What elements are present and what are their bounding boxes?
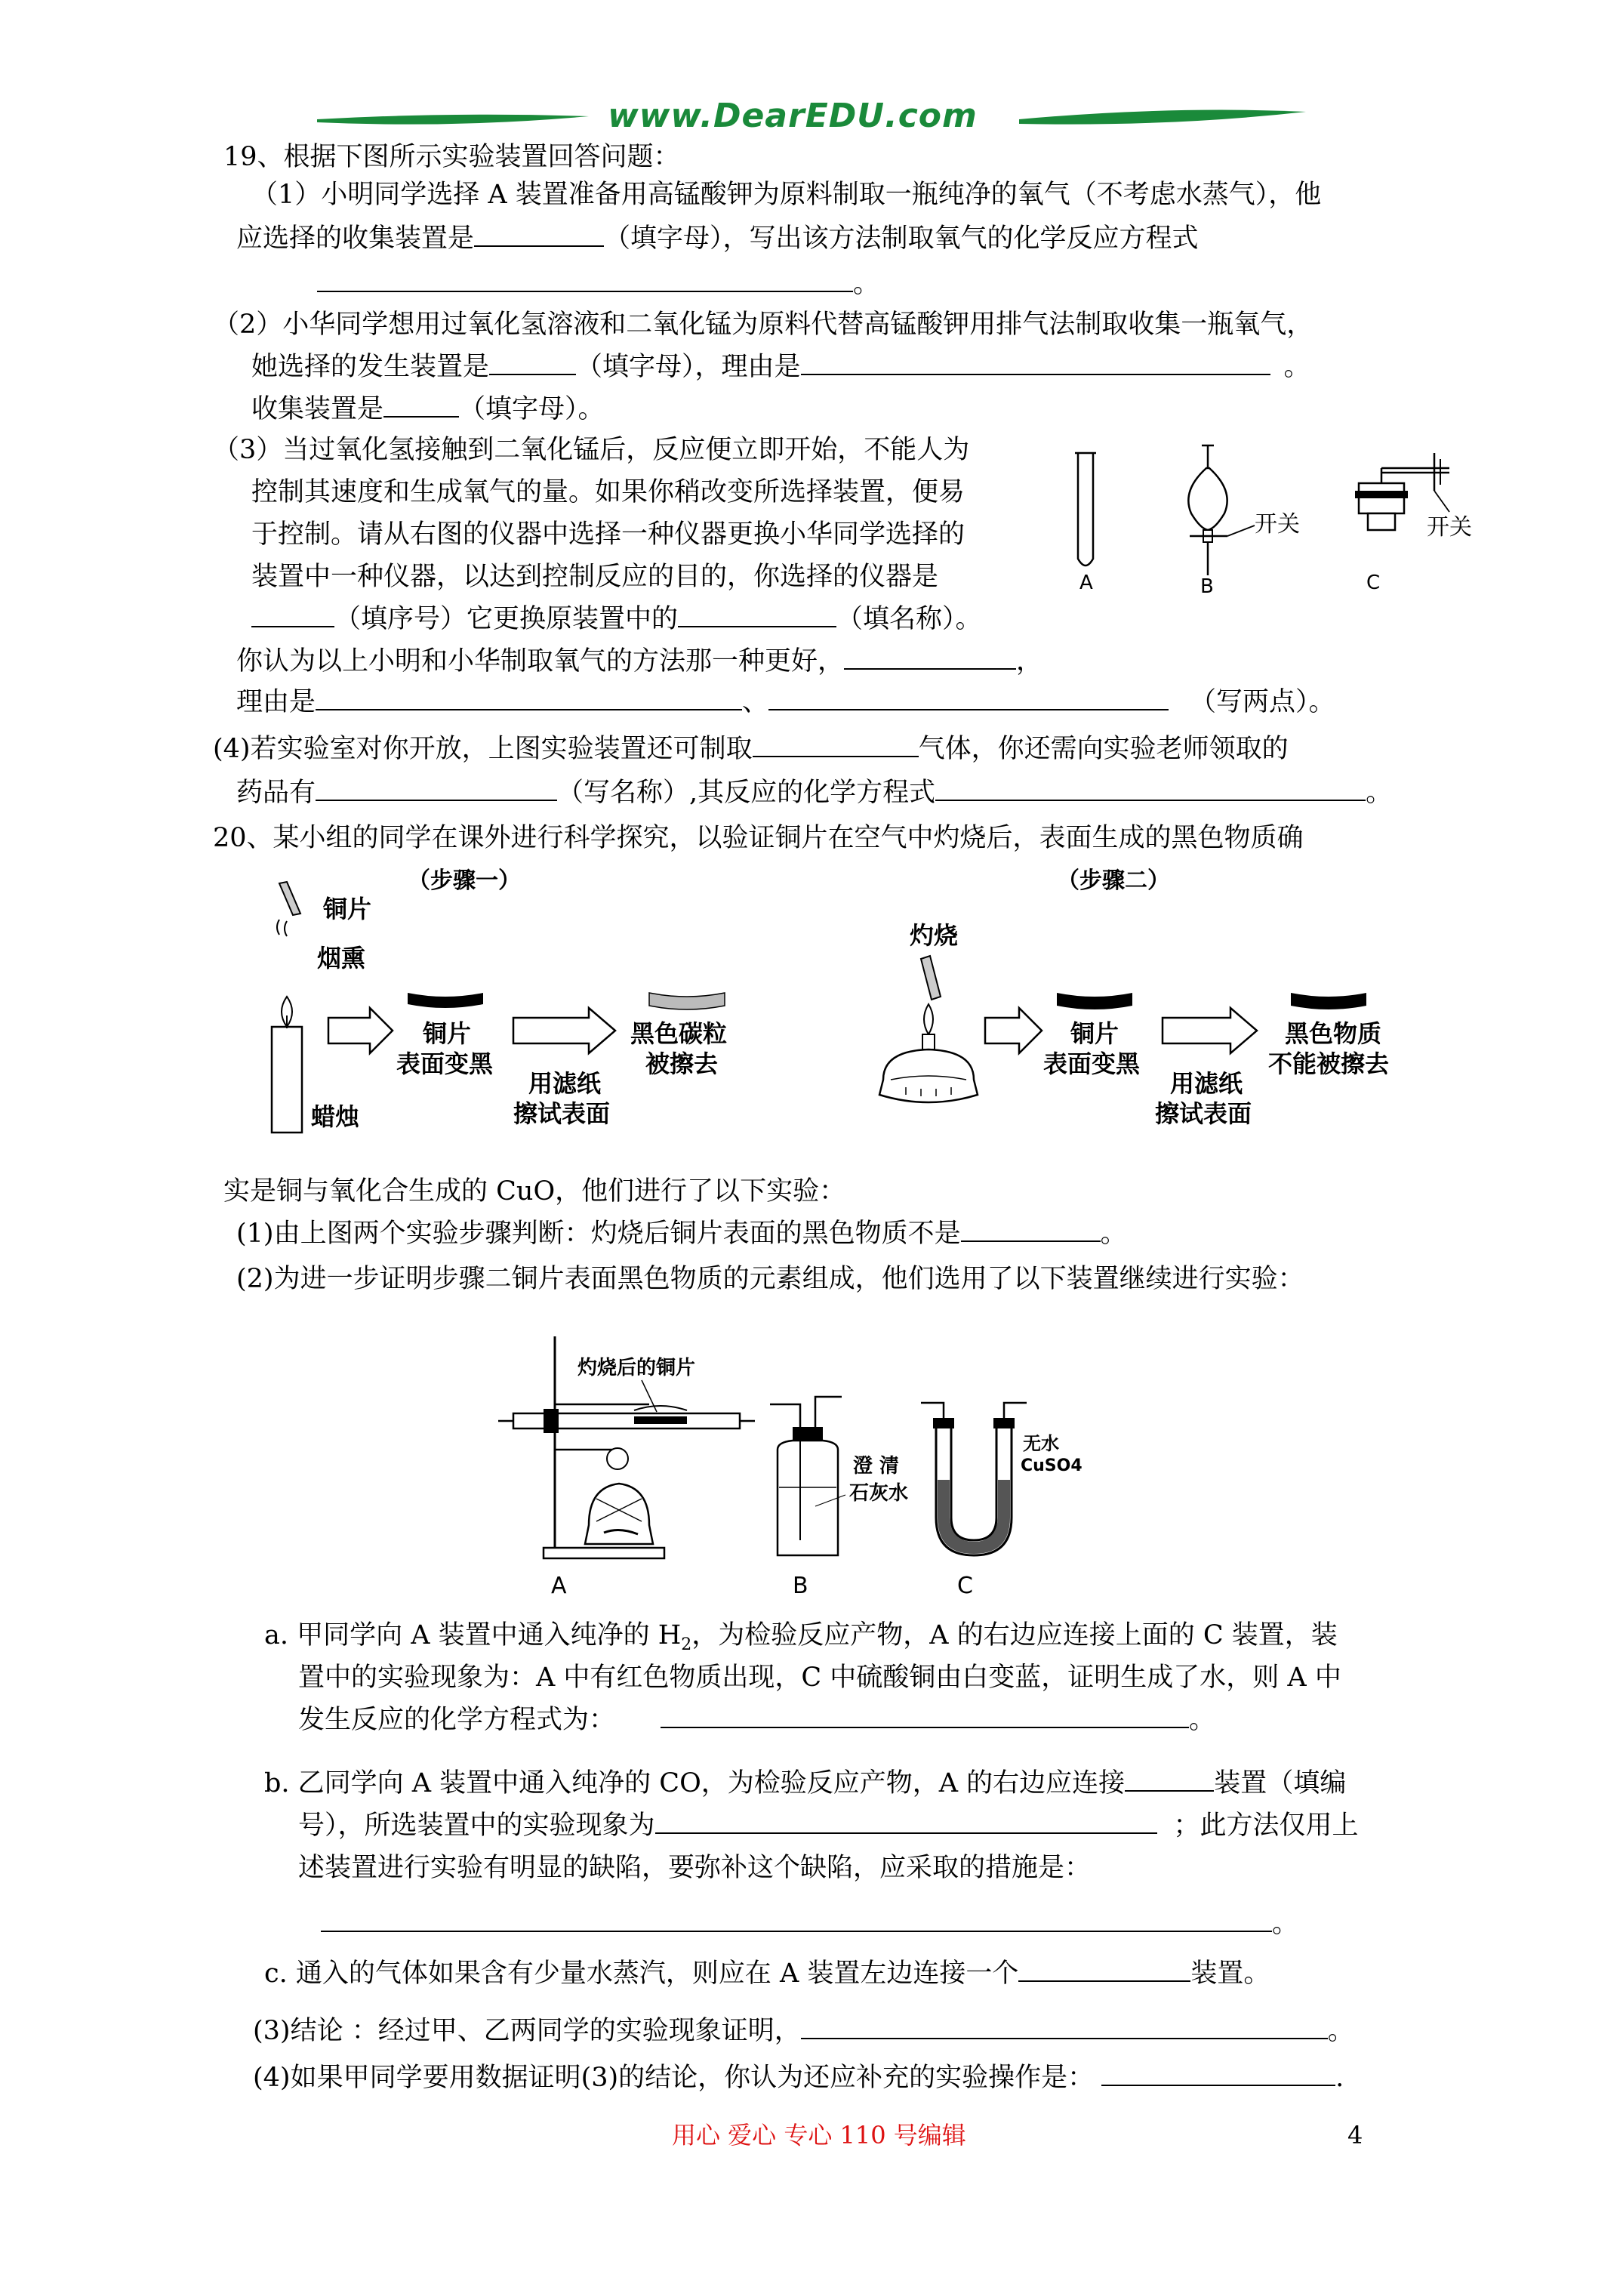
q20-a3 [298,1703,1215,1737]
s1-result1a: 铜片 [423,1019,472,1048]
burned-copper-label: 灼烧后的铜片 [577,1357,696,1379]
q20-c1-post: 装置。 [1190,1959,1270,1989]
q19-p4b-pre: 药品有 [236,778,316,808]
fig-label-B: B [1200,575,1214,598]
header-swoosh-left [317,115,589,125]
test-tube-A [1078,453,1093,566]
q20-a3-pre: 发生反应的化学方程式为： [298,1705,616,1735]
q19-p2c-post: （填字母）。 [459,394,605,424]
q20-apparatus-figure [483,1329,1178,1601]
q19-p1a: （1）小明同学选择 A 装置准备用高锰酸钾为原料制取一瓶纯净的氧气（不考虑水蒸气），他 [251,180,1322,210]
q19-p2a: （2）小华同学想用过氧化氢溶液和二氧化锰为原料代替高锰酸钾用排气法制取收集一瓶氧气， [213,310,1313,340]
alcohol-lamp [879,956,978,1102]
q20-s2: (2)为进一步证明步骤二铜片表面黑色物质的元素组成，他们选用了以下装置继续进行实验： [236,1264,1304,1294]
q19-p4b [236,776,1392,809]
q20-b1-post: 装置（填编 [1214,1768,1347,1798]
answer-blank[interactable] [316,777,557,801]
q20-s4 [253,2061,1344,2094]
q19-p2b [251,350,1310,384]
answer-blank[interactable] [801,2015,1328,2039]
black-strip-1 [408,993,483,1008]
q19-p4a-pre: (4)若实验室对你开放，上图实验装置还可制取 [213,734,753,764]
q19-p3e-mid: （填序号）它更换原装置中的 [334,604,679,634]
arrow-4 [1163,1008,1257,1053]
cuso4-label-1: 无水 [1023,1433,1059,1454]
q19-p3g-mid: 、 [742,687,769,717]
answer-blank[interactable] [935,777,1366,801]
answer-blank[interactable] [474,223,604,247]
q20-a1-pre: a. 甲同学向 A 装置中通入纯净的 H [264,1620,682,1650]
q19-p1b-pre: 应选择的收集装置是 [236,223,475,254]
limewater-label-2: 石灰水 [849,1482,909,1505]
q19-p3g [236,686,1335,719]
q19-p2b-mid: （填字母），理由是 [576,352,801,382]
q20-b1-pre: b. 乙同学向 A 装置中通入纯净的 CO，为检验反应产物，A 的右边应连接 [264,1768,1126,1798]
q20-s3-pre: (3)结论 ：经过甲、乙两同学的实验现象证明， [253,2016,801,2046]
q19-title: 19、根据下图所示实验装置回答问题： [223,142,680,172]
q20-b2-pre: 号），所选装置中的实验现象为 [298,1811,655,1841]
answer-blank[interactable] [1018,1958,1190,1982]
answer-blank[interactable] [753,733,919,757]
fig-switch-label-C: 开关 [1427,514,1472,541]
apparatus-B [770,1397,845,1555]
q20-a2: 置中的实验现象为：A 中有红色物质出现，C 中硫酸铜由白变蓝，证明生成了水，则 A 中 [298,1663,1341,1693]
fig-label-C: C [1366,572,1381,594]
q20-c1 [264,1957,1270,1990]
q19-p2c-pre: 收集装置是 [251,394,384,424]
q20-b4-post: 。 [1272,1909,1299,1939]
q20-c1-pre: c. 通入的气体如果含有少量水蒸汽，则应在 A 装置左边连接一个 [264,1959,1019,1989]
q19-p4a-post: 气体，你还需向实验老师领取的 [918,734,1289,764]
q20-b1 [264,1767,1346,1800]
q19-p3c: 于控制。请从右图的仪器中选择一种仪器更换小华同学选择的 [251,519,965,550]
s2-result2a: 黑色物质 [1285,1019,1382,1048]
q19-p1c-post: 。 [853,269,880,299]
q19-p3f-pre: 你认为以上小明和小华制取氧气的方法那一种更好， [236,646,845,676]
candle-apparatus [272,882,302,1133]
q19-p3a: （3）当过氧化氢接触到二氧化锰后，反应便立即开始，不能人为 [213,435,970,465]
answer-blank[interactable] [489,351,576,375]
q19-p3g-pre: 理由是 [236,687,316,717]
q20-process-figure [257,861,1434,1148]
q20-s3-post: 。 [1327,2016,1354,2046]
q20-s4-post: . [1335,2063,1344,2093]
grey-strip-1 [649,993,725,1009]
burn-label: 灼烧 [910,921,959,950]
answer-blank[interactable] [844,646,1016,670]
copper-label-1: 铜片 [323,895,372,923]
cuso4-label-2: CuSO4 [1021,1456,1083,1475]
s2-result1a: 铜片 [1070,1019,1119,1048]
answer-blank[interactable] [678,603,836,627]
fig-label-A: A [1079,572,1093,594]
answer-blank[interactable] [251,603,334,627]
q19-p3b: 控制其速度和生成氧气的量。如果你稍改变所选择装置，便易 [251,477,965,507]
apparatus-C [921,1403,1027,1555]
arrow-3 [985,1008,1042,1053]
q20-a1-sub: 2 [681,1635,692,1654]
step1-label: （步骤一） [408,868,521,894]
apparatus-label-B: B [793,1573,808,1599]
q20-s1-post: 。 [1100,1219,1127,1249]
q20-intro: 实是铜与氧化合生成的 CuO，他们进行了以下实验： [223,1176,846,1207]
q19-p3e-post: （填名称）。 [836,604,982,634]
fig-switch-label-B: 开关 [1255,511,1300,538]
page-number: 4 [1347,2121,1363,2150]
answer-blank[interactable] [383,393,459,418]
s2-result1b: 表面变黑 [1043,1049,1141,1078]
q20-s1-pre: (1)由上图两个实验步骤判断：灼烧后铜片表面的黑色物质不是 [236,1219,961,1249]
q20-a3-post: 。 [1189,1705,1216,1735]
q20-b4 [321,1907,1298,1940]
s1-result1b: 表面变黑 [396,1049,494,1078]
apparatus-label-A: A [551,1573,567,1599]
step2-label: （步骤二） [1057,868,1170,894]
arrow-1 [328,1008,393,1053]
q20-b2-post: ；此方法仅用上 [1173,1811,1359,1841]
q20-a1 [264,1619,1338,1662]
answer-blank[interactable] [655,1810,1157,1834]
candle-label: 蜡烛 [311,1102,360,1131]
separatory-funnel-B [1188,445,1255,575]
q19-p3d: 装置中一种仪器，以达到控制反应的目的，你选择的仪器是 [251,562,939,592]
q20-b2 [298,1809,1359,1842]
q20-s4-pre: (4)如果甲同学要用数据证明(3)的结论，你认为还应补充的实验操作是： [253,2063,1095,2093]
answer-blank[interactable] [961,1218,1101,1242]
s1-action2: 擦试表面 [513,1099,611,1128]
smoke-label: 烟熏 [317,944,366,972]
q19-p4b-post: 。 [1366,778,1393,808]
answer-blank[interactable] [768,686,1169,710]
q19-p1b [236,222,1199,255]
q19-p4a [213,732,1289,766]
apparatus-label-C: C [957,1573,973,1599]
s1-result2a: 黑色碳粒 [630,1019,728,1048]
s2-action2: 擦试表面 [1155,1099,1252,1128]
q19-p2c [251,393,605,426]
answer-blank[interactable] [316,686,742,710]
answer-blank[interactable] [321,1908,1272,1932]
limewater-label-1: 澄 清 [853,1455,900,1478]
q19-p1c [317,267,879,300]
s1-action1: 用滤纸 [528,1069,602,1098]
black-strip-2 [1057,993,1132,1009]
answer-blank[interactable] [317,268,853,292]
answer-blank[interactable] [661,1704,1189,1728]
q20-s1 [236,1217,1127,1250]
answer-blank[interactable] [1101,2062,1335,2086]
s1-result2b: 被擦去 [645,1049,719,1078]
arrow-2 [513,1008,615,1053]
q19-p3f-post: ， [1016,646,1043,676]
s2-result2b: 不能被擦去 [1268,1049,1390,1078]
q20-b3: 述装置进行实验有明显的缺陷，要弥补这个缺陷，应采取的措施是： [298,1853,1092,1883]
site-url: www.DearEDU.com [608,97,978,135]
answer-blank[interactable] [1125,1767,1214,1792]
q19-p3g-post: （写两点）。 [1190,687,1335,717]
answer-blank[interactable] [801,351,1270,375]
header-swoosh-right [1019,110,1306,125]
q19-p1b-post: （填字母），写出该方法制取氧气的化学反应方程式 [604,223,1199,254]
q19-p3f [236,645,1042,678]
q20-title: 20、某小组的同学在课外进行科学探究，以验证铜片在空气中灼烧后，表面生成的黑色物质确 [213,823,1304,853]
q19-p2b-post: 。 [1283,352,1310,382]
black-strip-3 [1291,993,1366,1009]
q20-a1-post: ，为检验反应产物，A 的右边应连接上面的 C 装置，装 [691,1620,1338,1650]
footer-slogan: 用心 爱心 专心 110 号编辑 [672,2121,966,2150]
s2-action1: 用滤纸 [1170,1069,1243,1098]
q19-p3e [251,603,982,636]
q19-p4b-mid: （写名称）,其反应的化学方程式 [557,778,936,808]
q20-s3 [253,2014,1354,2048]
q19-p2b-pre: 她选择的发生装置是 [251,352,490,382]
q19-instrument-figure [1057,438,1480,604]
